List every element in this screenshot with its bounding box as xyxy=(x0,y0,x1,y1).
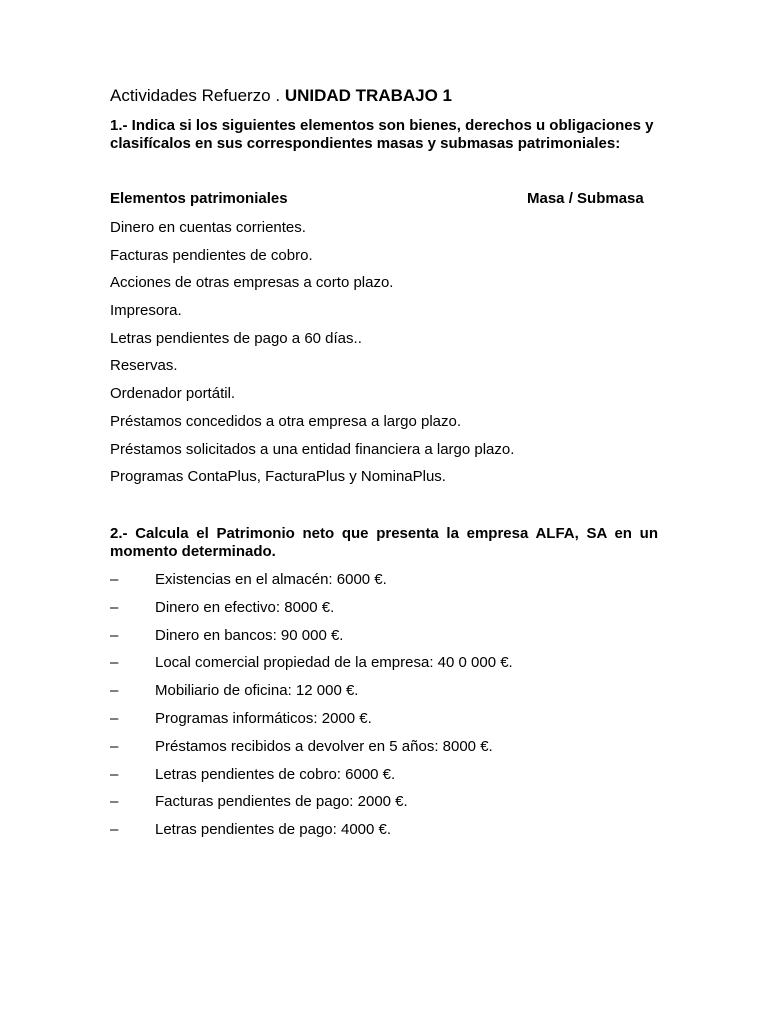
title-prefix: Actividades Refuerzo . xyxy=(110,86,281,105)
list-item: Préstamos solicitados a una entidad financiera a largo plazo. xyxy=(110,440,515,458)
list-item: Acciones de otras empresas a corto plazo. xyxy=(110,274,394,292)
list-item-text: Dinero en efectivo: 8000 €. xyxy=(155,598,335,616)
list-item: Impresora. xyxy=(110,302,182,320)
list-item-text: Local comercial propiedad de la empresa: 40 0 000 €. xyxy=(155,654,513,672)
question-1-table-header xyxy=(110,190,658,207)
column-header-masa: Masa / Submasa xyxy=(527,190,644,207)
list-item-text: Programas informáticos: 2000 €. xyxy=(155,709,372,727)
list-item: Facturas pendientes de cobro. xyxy=(110,246,313,264)
list-item-text: Mobiliario de oficina: 12 000 €. xyxy=(155,682,359,700)
list-item-text: Préstamos recibidos a devolver en 5 años: 8000 €. xyxy=(155,737,493,755)
question-1-text: 1.- Indica si los siguientes elementos son bienes, derechos u obligaciones y clasifícalos en sus correspondientes masas y submasas patrimoniales: xyxy=(110,117,654,152)
list-item-text: Letras pendientes de cobro: 6000 €. xyxy=(155,765,396,783)
column-header-elements: Elementos patrimoniales xyxy=(110,190,288,207)
list-item: Reservas. xyxy=(110,357,178,375)
dash-bullet: – xyxy=(110,571,119,588)
question-1-list xyxy=(110,219,514,496)
dash-bullet: – xyxy=(110,598,119,616)
dash-bullet: – xyxy=(110,709,119,727)
list-item: Préstamos concedidos a otra empresa a largo plazo. xyxy=(110,412,462,430)
document-title xyxy=(110,86,452,106)
dash-bullet: – xyxy=(110,737,119,755)
list-item-text: Letras pendientes de pago: 4000 €. xyxy=(155,821,392,839)
dash-bullet: – xyxy=(110,682,119,700)
list-item: Letras pendientes de pago a 60 días.. xyxy=(110,329,362,347)
list-item-text: Facturas pendientes de pago: 2000 €. xyxy=(155,793,408,811)
question-2-text: 2.- Calcula el Patrimonio neto que presenta la empresa ALFA, SA en un momento determinado. xyxy=(110,525,658,560)
list-item-text: Dinero en bancos: 90 000 €. xyxy=(155,626,344,644)
title-unit: UNIDAD TRABAJO 1 xyxy=(284,86,453,105)
dash-bullet: – xyxy=(110,793,119,811)
list-item-text: Existencias en el almacén: 6000 €. xyxy=(155,571,387,588)
list-item: Programas ContaPlus, FacturaPlus y NominaPlus. xyxy=(110,468,446,486)
list-item: Ordenador portátil. xyxy=(110,385,236,403)
dash-bullet: – xyxy=(110,765,119,783)
dash-bullet: – xyxy=(110,821,119,839)
dash-bullet: – xyxy=(110,626,119,644)
dash-bullet: – xyxy=(110,654,119,672)
list-item: Dinero en cuentas corrientes. xyxy=(110,219,306,236)
